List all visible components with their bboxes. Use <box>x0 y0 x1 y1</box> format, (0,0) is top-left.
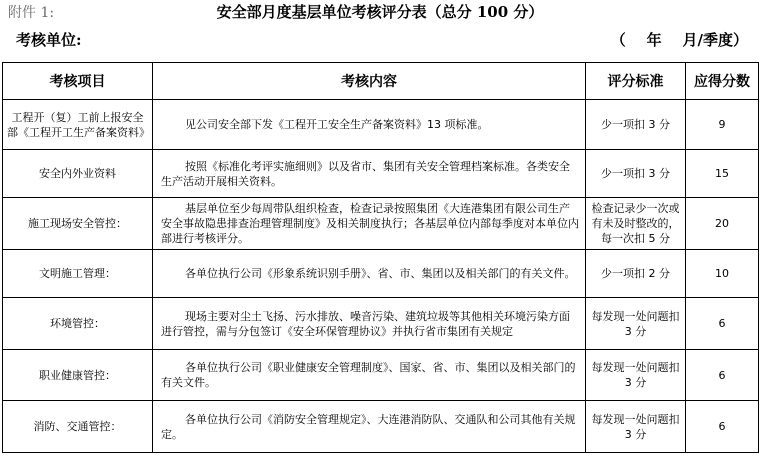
period-label: （ 年 月/季度） <box>610 31 748 49</box>
table-row <box>3 150 759 198</box>
attachment-label: 附件 1: <box>8 5 55 21</box>
table-row <box>3 100 759 150</box>
row-score: 20 <box>686 198 759 250</box>
table-row <box>3 250 759 298</box>
row-content: 各单位执行公司《职业健康安全管理制度》、国家、省、市、集团以及相关部门的有关文件。 <box>153 350 586 401</box>
row-standard: 少一项扣 2 分 <box>586 250 686 298</box>
column-header-content: 考核内容 <box>153 63 586 100</box>
row-score: 9 <box>686 100 759 150</box>
row-content: 见公司安全部下发《工程开工安全生产备案资料》13 项标准。 <box>153 100 586 150</box>
page-title: 安全部月度基层单位考核评分表（总分 100 分） <box>216 3 544 21</box>
row-standard: 检查记录少一次或有未及时整改的，每一次扣 5 分 <box>586 198 686 250</box>
row-standard: 每发现一处问题扣 3 分 <box>586 401 686 453</box>
row-standard: 每发现一处问题扣 3 分 <box>586 350 686 401</box>
row-item: 消防、交通管控： <box>3 401 153 453</box>
table-row <box>3 198 759 250</box>
table-row <box>3 401 759 453</box>
row-item: 施工现场安全管控： <box>3 198 153 250</box>
table-row <box>3 350 759 401</box>
row-item: 环境管控： <box>3 298 153 350</box>
row-standard: 每发现一处问题扣 3 分 <box>586 298 686 350</box>
column-header-item: 考核项目 <box>3 63 153 100</box>
row-content: 各单位执行公司《消防安全管理规定》、大连港消防队、交通队和公司其他有关规定。 <box>153 401 586 453</box>
row-content: 按照《标准化考评实施细则》以及省市、集团有关安全管理档案标准。各类安全生产活动开展相关资料。 <box>153 150 586 198</box>
row-score: 6 <box>686 298 759 350</box>
table-header-row <box>3 63 759 100</box>
row-item: 文明施工管理： <box>3 250 153 298</box>
row-item: 工程开（复）工前上报安全部《工程开工生产备案资料》 <box>3 100 153 150</box>
row-score: 15 <box>686 150 759 198</box>
column-header-score: 应得分数 <box>686 63 759 100</box>
row-content: 基层单位至少每周带队组织检查，检查记录按照集团《大连港集团有限公司生产安全事故隐患排查治理管理制度》及相关制度执行；各基层单位内部每季度对本单位内部进行考核评分。 <box>153 198 586 250</box>
table-row <box>3 298 759 350</box>
row-item: 职业健康管控： <box>3 350 153 401</box>
row-standard: 少一项扣 3 分 <box>586 150 686 198</box>
row-item: 安全内外业资料 <box>3 150 153 198</box>
score-table <box>2 62 759 453</box>
row-score: 6 <box>686 401 759 453</box>
row-score: 10 <box>686 250 759 298</box>
row-score: 6 <box>686 350 759 401</box>
column-header-standard: 评分标准 <box>586 63 686 100</box>
assessment-unit-label: 考核单位: <box>16 31 82 49</box>
row-standard: 少一项扣 3 分 <box>586 100 686 150</box>
row-content: 各单位执行公司《形象系统识别手册》、省、市、集团以及相关部门的有关文件。 <box>153 250 586 298</box>
row-content: 现场主要对尘土飞扬、污水排放、噪音污染、建筑垃圾等其他相关环境污染方面进行管控，需与分包签订《安全环保管理协议》并执行省市集团有关规定 <box>153 298 586 350</box>
